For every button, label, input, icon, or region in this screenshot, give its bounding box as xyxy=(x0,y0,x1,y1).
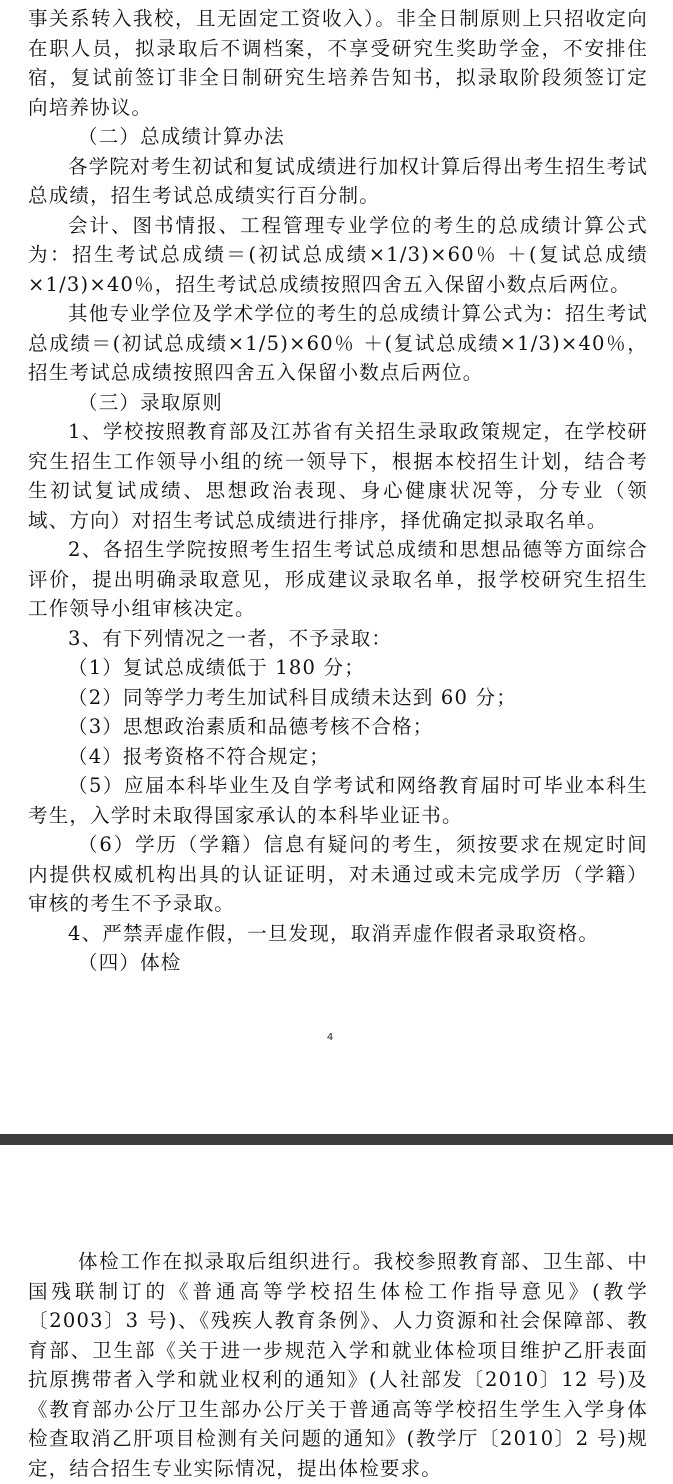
list-item: （6）学历（学籍）信息有疑问的考生，须按要求在规定时间内提供权威机构出具的认证证明，对未通过或未完成学历（学籍）审核的考生不予录取。 xyxy=(28,833,648,915)
list-item: （3）思想政治素质和品德考核不合格； xyxy=(68,715,434,738)
page-number: 4 xyxy=(326,1032,334,1043)
page-separator xyxy=(0,1134,673,1145)
list-item: （2）同等学力考生加试科目成绩未达到 60 分； xyxy=(68,685,517,709)
page-5-body xyxy=(28,1247,648,1483)
paragraph: 其他专业学位及学术学位的考生的总成绩计算公式为：招生考试总成绩＝(初试总成绩×1/5)×60％ ＋(复试总成绩×1/3)×40％，招生考试总成绩按照四舍五入保留小数点后两位。 xyxy=(28,302,648,384)
page-4-body xyxy=(28,4,648,978)
paragraph: 3、有下列情况之一者，不予录取： xyxy=(68,626,393,650)
section-heading: （三）录取原则 xyxy=(78,390,223,414)
paragraph: 4、严禁弄虚作假，一旦发现，取消弄虚作假者录取资格。 xyxy=(68,921,600,945)
paragraph: 体检工作在拟录取后组织进行。我校参照教育部、卫生部、中国残联制订的《普通高等学校招生体检工作指导意见》(教学〔2003〕3 号)、《残疾人教育条例》、人力资源和社会保障部、教育部、卫生部《关于进一步规范入学和就业体检项目维护乙肝表面抗原携带者入学和就业权利的通知》(人社部发〔2010〕12 号)及《教育部办公厅卫生部办公厅关于普通高等学校招生学生入学身体检查取消乙肝项目检测有关问题的通知》(教学厅〔2010〕2 号)规定，结合招生专业实际情况，提出体检要求。 xyxy=(28,1250,648,1480)
paragraph: 事关系转入我校，且无固定工资收入）。非全日制原则上只招收定向在职人员，拟录取后不调档案，不享受研究生奖助学金，不安排住宿，复试前签订非全日制研究生培养告知书，拟录取阶段须签订定向培养协议。 xyxy=(28,7,648,119)
section-heading: （四）体检 xyxy=(78,951,182,974)
section-heading: （二）总成绩计算办法 xyxy=(78,125,286,148)
paragraph: 2、各招生学院按照考生招生考试总成绩和思想品德等方面综合评价，提出明确录取意见，形成建议录取名单，报学校研究生招生工作领导小组审核决定。 xyxy=(28,538,648,620)
document-page-5 xyxy=(0,1145,673,1484)
list-item: （4）报考资格不符合规定； xyxy=(68,744,331,768)
list-item: （5）应届本科毕业生及自学考试和网络教育届时可毕业本科生考生，入学时未取得国家承认的本科毕业证书。 xyxy=(28,774,648,827)
paragraph: 1、学校按照教育部及江苏省有关招生录取政策规定，在学校研究生招生工作领导小组的统一领导下，根据本校招生计划，结合考生初试复试成绩、思想政治表现、身心健康状况等，分专业（领域、方向）对招生考试总成绩进行排序，择优确定拟录取名单。 xyxy=(28,420,648,532)
paragraph: 会计、图书情报、工程管理专业学位的考生的总成绩计算公式为：招生考试总成绩＝(初试总成绩×1/3)×60％ ＋(复试总成绩×1/3)×40％，招生考试总成绩按照四舍五入保留小数点后两位。 xyxy=(28,213,648,296)
paragraph: 各学院对考生初试和复试成绩进行加权计算后得出考生招生考试总成绩，招生考试总成绩实行百分制。 xyxy=(28,154,648,207)
list-item: （1）复试总成绩低于 180 分； xyxy=(68,656,365,679)
